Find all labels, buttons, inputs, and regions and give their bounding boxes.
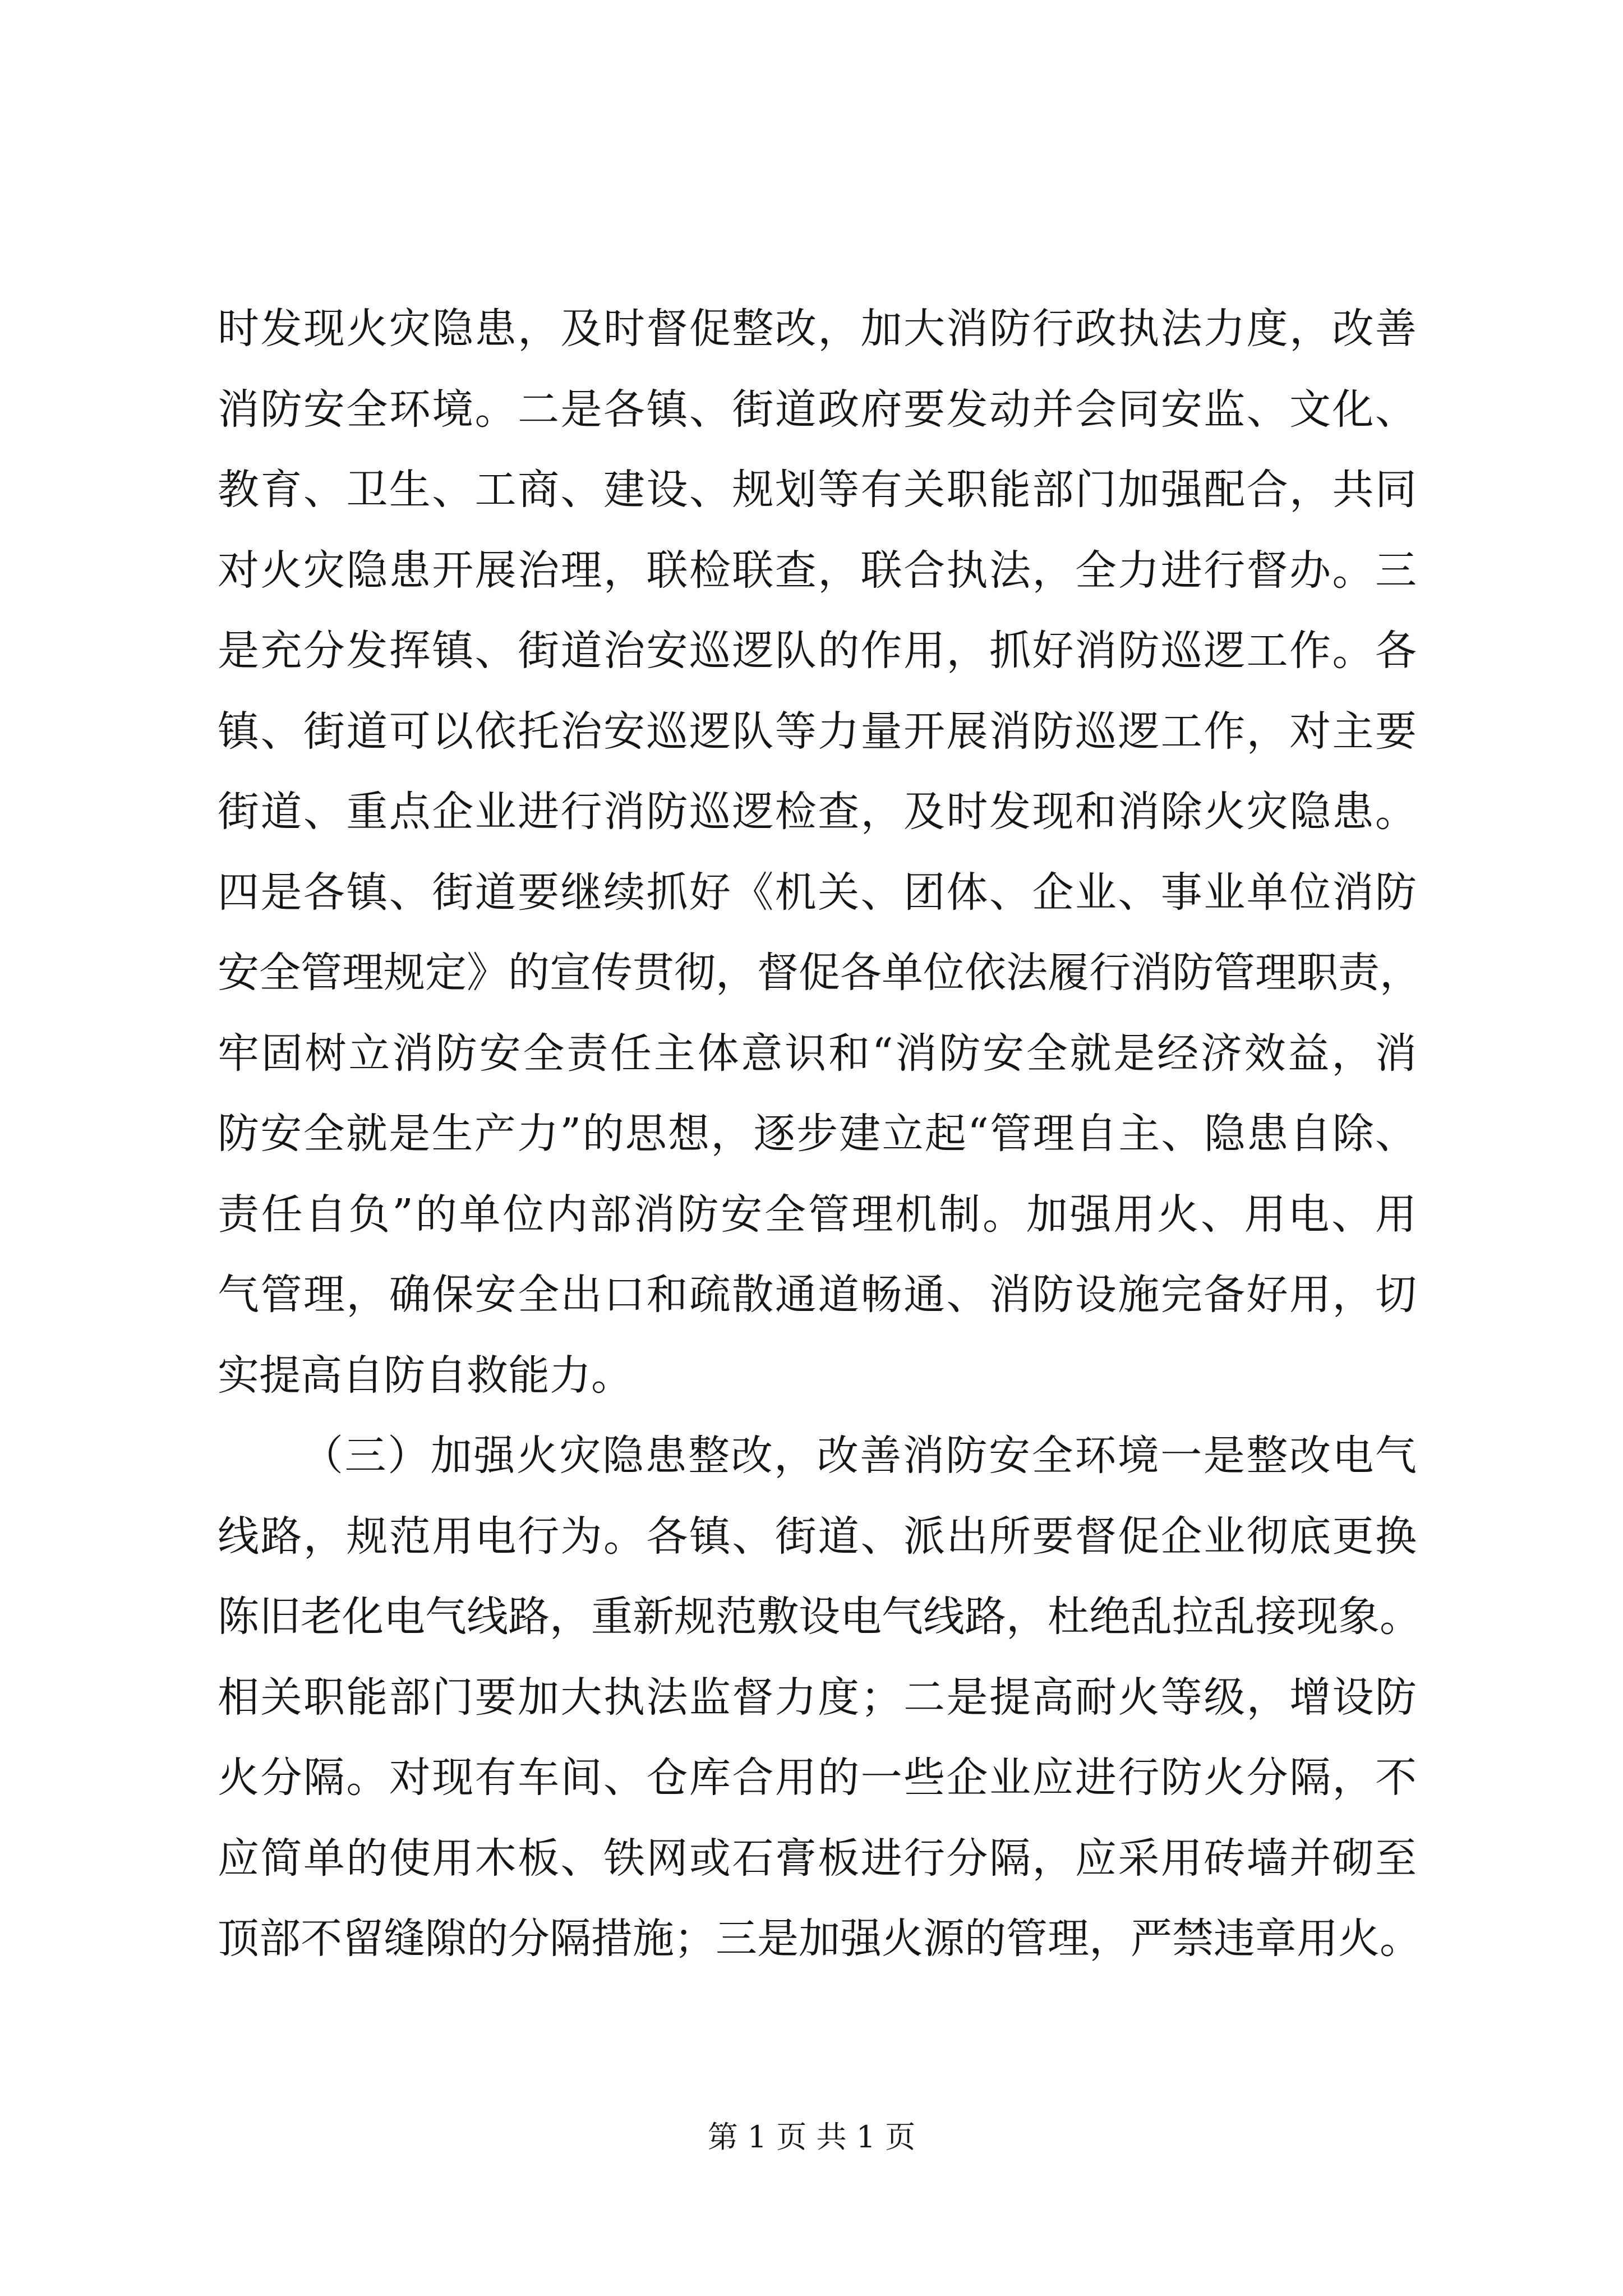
text-line: 四是各镇、街道要继续抓好《机关、团体、企业、事业单位消防: [218, 868, 1417, 917]
document-body: [218, 289, 1421, 1980]
text-line: 街道、重点企业进行消防巡逻检查，及时发现和消除火灾隐患。: [218, 788, 1417, 836]
text-line: 责任自负”的单位内部消防安全管理机制。加强用火、用电、用: [218, 1190, 1417, 1239]
text-line: 牢固树立消防安全责任主体意识和“消防安全就是经济效益，消: [218, 1029, 1417, 1078]
text-line: 防安全就是生产力”的思想，逐步建立起“管理自主、隐患自除、: [218, 1110, 1417, 1158]
text-line: 火分隔。对现有车间、仓库合用的一些企业应进行防火分隔，不: [218, 1754, 1417, 1802]
text-line: 安全管理规定》的宣传贯彻，督促各单位依法履行消防管理职责，: [218, 949, 1421, 997]
text-line: 镇、街道可以依托治安巡逻队等力量开展消防巡逻工作，对主要: [218, 707, 1417, 756]
text-line: 顶部不留缝隙的分隔措施；三是加强火源的管理，严禁违章用火。: [218, 1915, 1421, 1963]
paragraph-end-line: 实提高自防自救能力。: [218, 1351, 633, 1400]
text-line: 是充分发挥镇、街道治安巡逻队的作用，抓好消防巡逻工作。各: [218, 627, 1417, 675]
text-line: 线路，规范用电行为。各镇、街道、派出所要督促企业彻底更换: [218, 1512, 1417, 1561]
text-line: 对火灾隐患开展治理，联检联查，联合执法，全力进行督办。三: [218, 546, 1417, 595]
text-line: 消防安全环境。二是各镇、街道政府要发动并会同安监、文化、: [218, 385, 1417, 434]
text-line: 时发现火灾隐患，及时督促整改，加大消防行政执法力度，改善: [218, 305, 1417, 353]
text-line: 教育、卫生、工商、建设、规划等有关职能部门加强配合，共同: [218, 466, 1417, 514]
text-line: 相关职能部门要加大执法监督力度；二是提高耐火等级，增设防: [218, 1673, 1417, 1722]
section-heading-line: （三）加强火灾隐患整改，改善消防安全环境一是整改电气: [302, 1432, 1417, 1480]
text-line: 应简单的使用木板、铁网或石膏板进行分隔，应采用砖墙并砌至: [218, 1834, 1417, 1883]
text-line: 气管理，确保安全出口和疏散通道畅通、消防设施完备好用，切: [218, 1271, 1417, 1319]
page-number-footer: 第 1 页 共 1 页: [707, 2119, 916, 2155]
text-line: 陈旧老化电气线路，重新规范敷设电气线路，杜绝乱拉乱接现象。: [218, 1593, 1421, 1641]
